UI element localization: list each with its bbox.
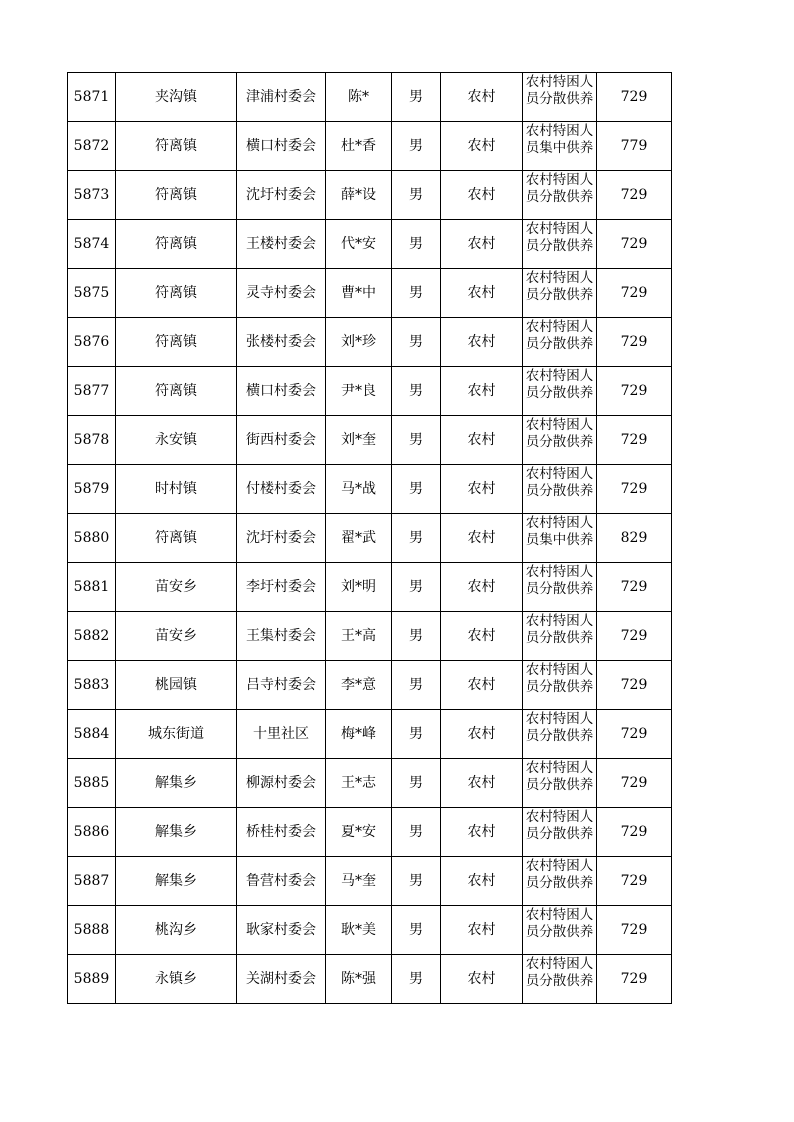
support-category-text: 农村特困人员分散供养 bbox=[525, 368, 594, 401]
household-type-cell: 农村 bbox=[441, 122, 523, 171]
person-name-cell: 夏*安 bbox=[326, 808, 392, 857]
support-category-cell bbox=[523, 220, 597, 269]
row-number-cell: 5879 bbox=[68, 465, 116, 514]
allowance-amount-cell: 729 bbox=[597, 710, 672, 759]
support-category-text: 农村特困人员分散供养 bbox=[525, 711, 594, 744]
township-cell: 苗安乡 bbox=[116, 612, 237, 661]
person-name-cell: 王*高 bbox=[326, 612, 392, 661]
township-cell: 城东街道 bbox=[116, 710, 237, 759]
household-type-cell: 农村 bbox=[441, 220, 523, 269]
household-type-cell: 农村 bbox=[441, 759, 523, 808]
support-category-text: 农村特困人员分散供养 bbox=[525, 466, 594, 499]
person-name-cell: 梅*峰 bbox=[326, 710, 392, 759]
support-category-cell bbox=[523, 759, 597, 808]
household-type-cell: 农村 bbox=[441, 367, 523, 416]
table-row bbox=[68, 955, 672, 1004]
township-cell: 符离镇 bbox=[116, 367, 237, 416]
village-committee-cell: 鲁营村委会 bbox=[237, 857, 326, 906]
table-row bbox=[68, 612, 672, 661]
support-category-cell bbox=[523, 416, 597, 465]
row-number-cell: 5884 bbox=[68, 710, 116, 759]
township-cell: 永安镇 bbox=[116, 416, 237, 465]
support-category-cell bbox=[523, 955, 597, 1004]
person-name-cell: 耿*美 bbox=[326, 906, 392, 955]
support-category-cell bbox=[523, 612, 597, 661]
support-category-cell bbox=[523, 857, 597, 906]
village-committee-cell: 王集村委会 bbox=[237, 612, 326, 661]
gender-cell: 男 bbox=[392, 465, 441, 514]
gender-cell: 男 bbox=[392, 269, 441, 318]
household-type-cell: 农村 bbox=[441, 416, 523, 465]
person-name-cell: 刘*奎 bbox=[326, 416, 392, 465]
household-type-cell: 农村 bbox=[441, 73, 523, 122]
household-type-cell: 农村 bbox=[441, 710, 523, 759]
allowance-amount-cell: 729 bbox=[597, 906, 672, 955]
person-name-cell: 翟*武 bbox=[326, 514, 392, 563]
person-name-cell: 尹*良 bbox=[326, 367, 392, 416]
support-category-cell bbox=[523, 710, 597, 759]
household-type-cell: 农村 bbox=[441, 661, 523, 710]
allowance-amount-cell: 729 bbox=[597, 465, 672, 514]
gender-cell: 男 bbox=[392, 759, 441, 808]
gender-cell: 男 bbox=[392, 367, 441, 416]
household-type-cell: 农村 bbox=[441, 563, 523, 612]
support-category-cell bbox=[523, 367, 597, 416]
village-committee-cell: 沈圩村委会 bbox=[237, 514, 326, 563]
gender-cell: 男 bbox=[392, 171, 441, 220]
household-type-cell: 农村 bbox=[441, 857, 523, 906]
row-number-cell: 5878 bbox=[68, 416, 116, 465]
township-cell: 符离镇 bbox=[116, 220, 237, 269]
support-category-cell bbox=[523, 661, 597, 710]
person-name-cell: 王*志 bbox=[326, 759, 392, 808]
allowance-amount-cell: 729 bbox=[597, 612, 672, 661]
row-number-cell: 5880 bbox=[68, 514, 116, 563]
gender-cell: 男 bbox=[392, 416, 441, 465]
gender-cell: 男 bbox=[392, 808, 441, 857]
village-committee-cell: 耿家村委会 bbox=[237, 906, 326, 955]
household-type-cell: 农村 bbox=[441, 808, 523, 857]
support-category-cell bbox=[523, 269, 597, 318]
support-category-text: 农村特困人员分散供养 bbox=[525, 613, 594, 646]
support-category-cell bbox=[523, 808, 597, 857]
support-category-text: 农村特困人员分散供养 bbox=[525, 74, 594, 107]
person-name-cell: 马*奎 bbox=[326, 857, 392, 906]
support-category-cell bbox=[523, 318, 597, 367]
support-category-text: 农村特困人员分散供养 bbox=[525, 662, 594, 695]
household-type-cell: 农村 bbox=[441, 514, 523, 563]
row-number-cell: 5871 bbox=[68, 73, 116, 122]
allowance-amount-cell: 729 bbox=[597, 171, 672, 220]
person-name-cell: 陈*强 bbox=[326, 955, 392, 1004]
support-category-cell bbox=[523, 563, 597, 612]
allowance-amount-cell: 729 bbox=[597, 563, 672, 612]
table-row bbox=[68, 514, 672, 563]
gender-cell: 男 bbox=[392, 612, 441, 661]
village-committee-cell: 李圩村委会 bbox=[237, 563, 326, 612]
support-category-text: 农村特困人员分散供养 bbox=[525, 809, 594, 842]
table-row bbox=[68, 73, 672, 122]
township-cell: 符离镇 bbox=[116, 171, 237, 220]
township-cell: 解集乡 bbox=[116, 759, 237, 808]
village-committee-cell: 横口村委会 bbox=[237, 367, 326, 416]
table-row bbox=[68, 906, 672, 955]
gender-cell: 男 bbox=[392, 514, 441, 563]
household-type-cell: 农村 bbox=[441, 955, 523, 1004]
township-cell: 苗安乡 bbox=[116, 563, 237, 612]
gender-cell: 男 bbox=[392, 906, 441, 955]
row-number-cell: 5887 bbox=[68, 857, 116, 906]
allowance-amount-cell: 729 bbox=[597, 318, 672, 367]
table-row bbox=[68, 416, 672, 465]
allowance-amount-cell: 729 bbox=[597, 759, 672, 808]
table-row bbox=[68, 367, 672, 416]
gender-cell: 男 bbox=[392, 318, 441, 367]
table-row bbox=[68, 465, 672, 514]
gender-cell: 男 bbox=[392, 661, 441, 710]
row-number-cell: 5885 bbox=[68, 759, 116, 808]
row-number-cell: 5888 bbox=[68, 906, 116, 955]
support-category-text: 农村特困人员集中供养 bbox=[525, 515, 594, 548]
township-cell: 永镇乡 bbox=[116, 955, 237, 1004]
township-cell: 符离镇 bbox=[116, 514, 237, 563]
household-type-cell: 农村 bbox=[441, 318, 523, 367]
allowance-amount-cell: 729 bbox=[597, 808, 672, 857]
village-committee-cell: 张楼村委会 bbox=[237, 318, 326, 367]
village-committee-cell: 街西村委会 bbox=[237, 416, 326, 465]
person-name-cell: 刘*珍 bbox=[326, 318, 392, 367]
table-row bbox=[68, 171, 672, 220]
village-committee-cell: 柳源村委会 bbox=[237, 759, 326, 808]
table-row bbox=[68, 808, 672, 857]
household-type-cell: 农村 bbox=[441, 906, 523, 955]
table-row bbox=[68, 661, 672, 710]
allowance-amount-cell: 729 bbox=[597, 857, 672, 906]
table-row bbox=[68, 220, 672, 269]
village-committee-cell: 十里社区 bbox=[237, 710, 326, 759]
township-cell: 夹沟镇 bbox=[116, 73, 237, 122]
allowance-amount-cell: 729 bbox=[597, 661, 672, 710]
support-category-text: 农村特困人员集中供养 bbox=[525, 123, 594, 156]
row-number-cell: 5872 bbox=[68, 122, 116, 171]
support-category-cell bbox=[523, 122, 597, 171]
gender-cell: 男 bbox=[392, 857, 441, 906]
gender-cell: 男 bbox=[392, 73, 441, 122]
roster-table bbox=[67, 72, 672, 1004]
township-cell: 解集乡 bbox=[116, 808, 237, 857]
township-cell: 符离镇 bbox=[116, 318, 237, 367]
village-committee-cell: 桥桂村委会 bbox=[237, 808, 326, 857]
support-category-text: 农村特困人员分散供养 bbox=[525, 417, 594, 450]
row-number-cell: 5886 bbox=[68, 808, 116, 857]
support-category-cell bbox=[523, 906, 597, 955]
allowance-amount-cell: 729 bbox=[597, 955, 672, 1004]
table-row bbox=[68, 759, 672, 808]
household-type-cell: 农村 bbox=[441, 269, 523, 318]
gender-cell: 男 bbox=[392, 220, 441, 269]
support-category-text: 农村特困人员分散供养 bbox=[525, 907, 594, 940]
household-type-cell: 农村 bbox=[441, 171, 523, 220]
township-cell: 解集乡 bbox=[116, 857, 237, 906]
row-number-cell: 5873 bbox=[68, 171, 116, 220]
support-category-text: 农村特困人员分散供养 bbox=[525, 221, 594, 254]
support-category-text: 农村特困人员分散供养 bbox=[525, 319, 594, 352]
support-category-text: 农村特困人员分散供养 bbox=[525, 956, 594, 989]
support-category-text: 农村特困人员分散供养 bbox=[525, 172, 594, 205]
person-name-cell: 刘*明 bbox=[326, 563, 392, 612]
table-row bbox=[68, 269, 672, 318]
gender-cell: 男 bbox=[392, 710, 441, 759]
village-committee-cell: 关湖村委会 bbox=[237, 955, 326, 1004]
person-name-cell: 陈* bbox=[326, 73, 392, 122]
person-name-cell: 代*安 bbox=[326, 220, 392, 269]
support-category-cell bbox=[523, 465, 597, 514]
village-committee-cell: 灵寺村委会 bbox=[237, 269, 326, 318]
township-cell: 符离镇 bbox=[116, 269, 237, 318]
gender-cell: 男 bbox=[392, 563, 441, 612]
allowance-amount-cell: 779 bbox=[597, 122, 672, 171]
table-row bbox=[68, 318, 672, 367]
table-row bbox=[68, 122, 672, 171]
household-type-cell: 农村 bbox=[441, 465, 523, 514]
person-name-cell: 马*战 bbox=[326, 465, 392, 514]
row-number-cell: 5876 bbox=[68, 318, 116, 367]
row-number-cell: 5889 bbox=[68, 955, 116, 1004]
gender-cell: 男 bbox=[392, 955, 441, 1004]
person-name-cell: 曹*中 bbox=[326, 269, 392, 318]
support-category-cell bbox=[523, 171, 597, 220]
township-cell: 桃沟乡 bbox=[116, 906, 237, 955]
row-number-cell: 5875 bbox=[68, 269, 116, 318]
village-committee-cell: 吕寺村委会 bbox=[237, 661, 326, 710]
township-cell: 桃园镇 bbox=[116, 661, 237, 710]
gender-cell: 男 bbox=[392, 122, 441, 171]
row-number-cell: 5877 bbox=[68, 367, 116, 416]
person-name-cell: 李*意 bbox=[326, 661, 392, 710]
village-committee-cell: 付楼村委会 bbox=[237, 465, 326, 514]
village-committee-cell: 横口村委会 bbox=[237, 122, 326, 171]
allowance-amount-cell: 729 bbox=[597, 220, 672, 269]
support-category-cell bbox=[523, 73, 597, 122]
allowance-amount-cell: 729 bbox=[597, 367, 672, 416]
table-row bbox=[68, 563, 672, 612]
township-cell: 符离镇 bbox=[116, 122, 237, 171]
village-committee-cell: 王楼村委会 bbox=[237, 220, 326, 269]
row-number-cell: 5874 bbox=[68, 220, 116, 269]
support-category-text: 农村特困人员分散供养 bbox=[525, 858, 594, 891]
row-number-cell: 5881 bbox=[68, 563, 116, 612]
row-number-cell: 5882 bbox=[68, 612, 116, 661]
roster-body bbox=[68, 73, 672, 1004]
household-type-cell: 农村 bbox=[441, 612, 523, 661]
person-name-cell: 薛*设 bbox=[326, 171, 392, 220]
allowance-amount-cell: 729 bbox=[597, 416, 672, 465]
village-committee-cell: 津浦村委会 bbox=[237, 73, 326, 122]
allowance-amount-cell: 829 bbox=[597, 514, 672, 563]
township-cell: 时村镇 bbox=[116, 465, 237, 514]
support-category-text: 农村特困人员分散供养 bbox=[525, 760, 594, 793]
table-row bbox=[68, 857, 672, 906]
support-category-text: 农村特困人员分散供养 bbox=[525, 270, 594, 303]
support-category-cell bbox=[523, 514, 597, 563]
allowance-amount-cell: 729 bbox=[597, 73, 672, 122]
row-number-cell: 5883 bbox=[68, 661, 116, 710]
village-committee-cell: 沈圩村委会 bbox=[237, 171, 326, 220]
allowance-amount-cell: 729 bbox=[597, 269, 672, 318]
table-row bbox=[68, 710, 672, 759]
support-category-text: 农村特困人员分散供养 bbox=[525, 564, 594, 597]
person-name-cell: 杜*香 bbox=[326, 122, 392, 171]
